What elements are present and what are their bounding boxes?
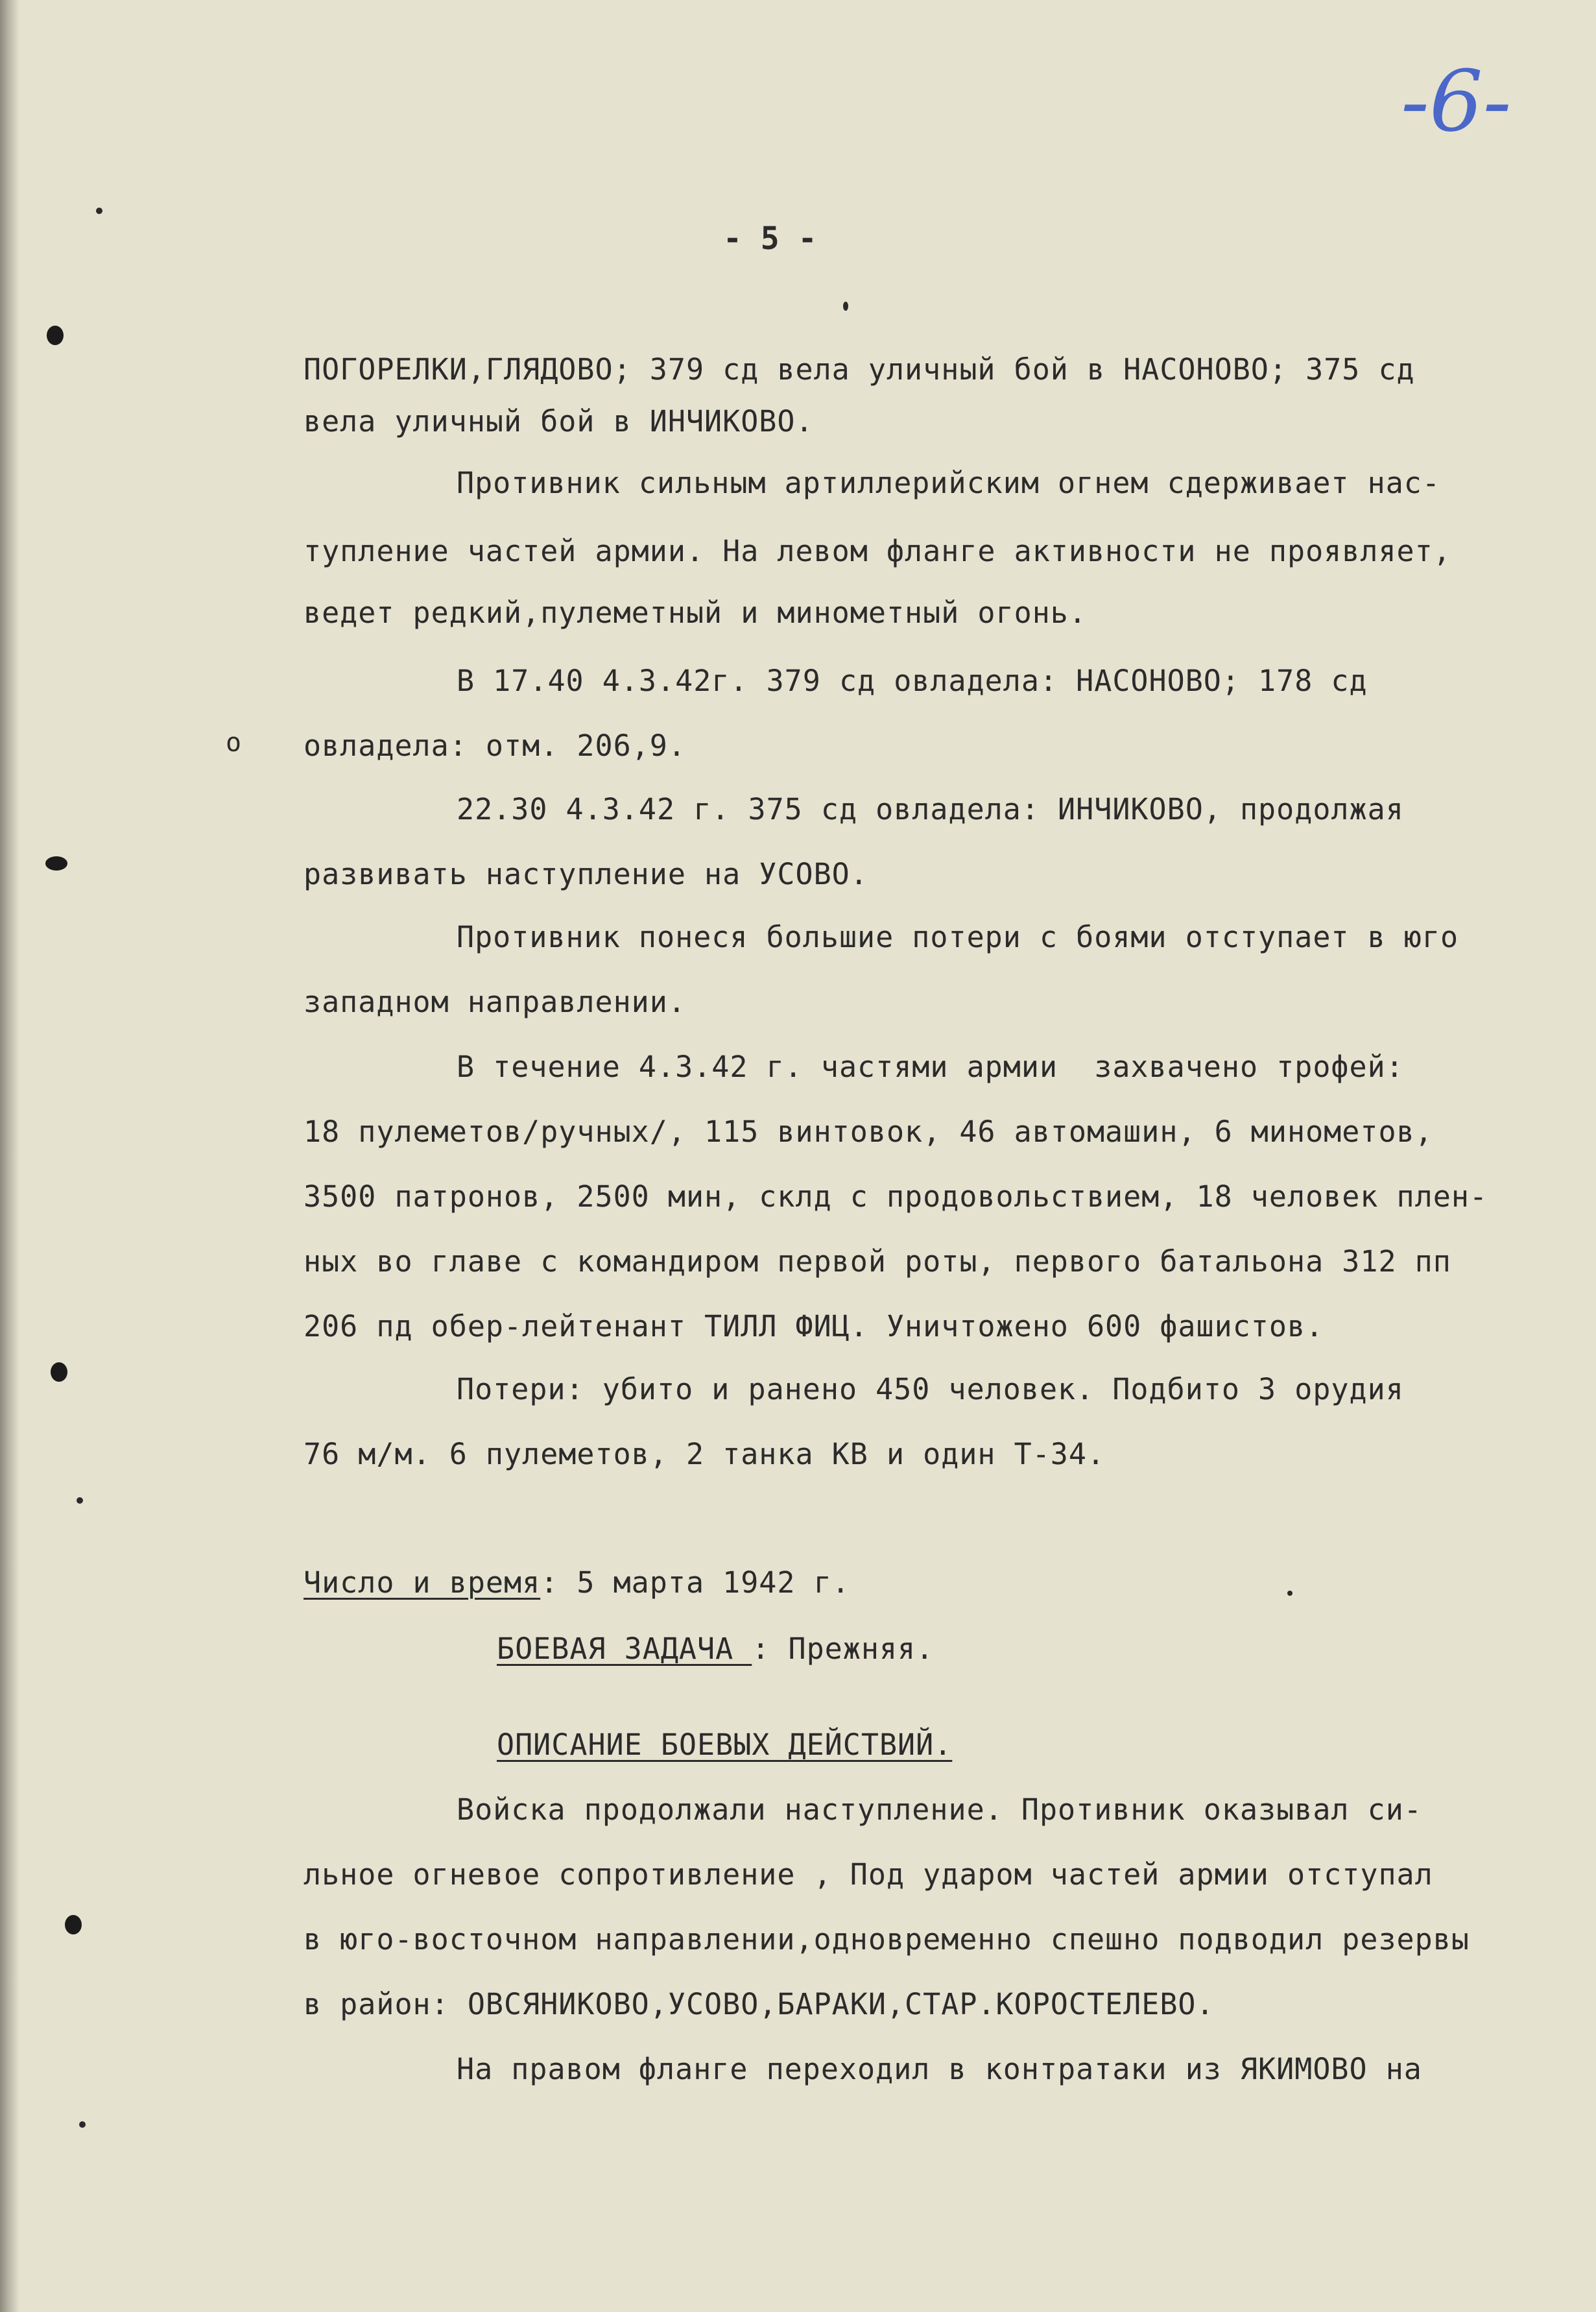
text-line: льное огневое сопротивление , Под ударом частей армии отступал <box>304 1857 1433 1892</box>
text-line: Войска продолжали наступление. Противник оказывал си- <box>457 1792 1422 1827</box>
section-heading: ОПИСАНИЕ БОЕВЫХ ДЕЙСТВИЙ. <box>497 1728 953 1762</box>
binding-hole <box>51 1362 67 1382</box>
binding-hole <box>65 1915 82 1934</box>
text-line: В 17.40 4.3.42г. 379 сд овладела: НАСОНОВО; 178 сд <box>457 664 1368 698</box>
text-line: западном направлении. <box>304 985 686 1019</box>
combat-task-value: Прежняя. <box>788 1632 935 1666</box>
text-line: 3500 патронов, 2500 мин, склд с продовольствием, 18 человек плен- <box>304 1179 1488 1214</box>
ink-speck <box>1287 1591 1292 1596</box>
text-line: На правом фланге переходил в контратаки из ЯКИМОВО на <box>457 2052 1422 2086</box>
text-line: Потери: убито и ранено 450 человек. Подбито 3 орудия <box>457 1372 1404 1406</box>
margin-speck <box>79 2121 86 2128</box>
binding-edge <box>0 0 19 2312</box>
date-value: 5 марта 1942 г. <box>558 1565 850 1600</box>
binding-hole <box>45 856 67 871</box>
text-line: В течение 4.3.42 г. частями армии захвачено трофей: <box>457 1050 1404 1084</box>
text-line: Противник сильным артиллерийским огнем сдерживает нас- <box>457 466 1440 500</box>
text-line: в район: ОВСЯНИКОВО,УСОВО,БАРАКИ,СТАР.КОРОСТЕЛЕВО. <box>304 1987 1215 2021</box>
text-line: 22.30 4.3.42 г. 375 сд овладела: ИНЧИКОВО, продолжая <box>457 792 1404 826</box>
text-line: 18 пулеметов/ручных/, 115 винтовок, 46 автомашин, 6 минометов, <box>304 1114 1433 1149</box>
text-line: Противник понеся большие потери с боями отступает в юго <box>457 920 1459 954</box>
combat-task-label: БОЕВАЯ ЗАДАЧА <box>497 1632 752 1666</box>
text-line: в юго-восточном направлении,одновременно спешно подводил резервы <box>304 1922 1470 1957</box>
text-line: вела уличный бой в ИНЧИКОВО. <box>304 404 814 439</box>
combat-task <box>497 1630 934 1668</box>
archive-page-number: -6- <box>1401 52 1512 151</box>
binding-hole <box>47 326 64 345</box>
page-number: - 5 - <box>723 221 817 257</box>
date-label: Число и время <box>304 1565 541 1600</box>
text-line: 76 м/м. 6 пулеметов, 2 танка КВ и один Т-34. <box>304 1437 1106 1471</box>
text-line: ведет редкий,пулеметный и минометный огонь. <box>304 596 1087 630</box>
date-entry <box>304 1563 850 1602</box>
combat-task-separator: : <box>752 1632 789 1666</box>
text-line: ПОГОРЕЛКИ,ГЛЯДОВО; 379 сд вела уличный бой в НАСОНОВО; 375 сд <box>304 352 1415 387</box>
margin-speck <box>96 208 102 214</box>
ink-speck <box>843 302 848 311</box>
text-line: тупление частей армии. На левом фланге активности не проявляет, <box>304 534 1451 568</box>
text-line: ных во главе с командиром первой роты, первого батальона 312 пп <box>304 1244 1451 1279</box>
margin-mark: o <box>226 728 242 758</box>
text-line: развивать наступление на УСОВО. <box>304 857 868 891</box>
margin-speck <box>77 1497 83 1504</box>
text-line: овладела: отм. 206,9. <box>304 729 686 763</box>
date-separator: : <box>540 1565 559 1600</box>
text-line: 206 пд обер-лейтенант ТИЛЛ ФИЦ. Уничтожено 600 фашистов. <box>304 1309 1324 1343</box>
